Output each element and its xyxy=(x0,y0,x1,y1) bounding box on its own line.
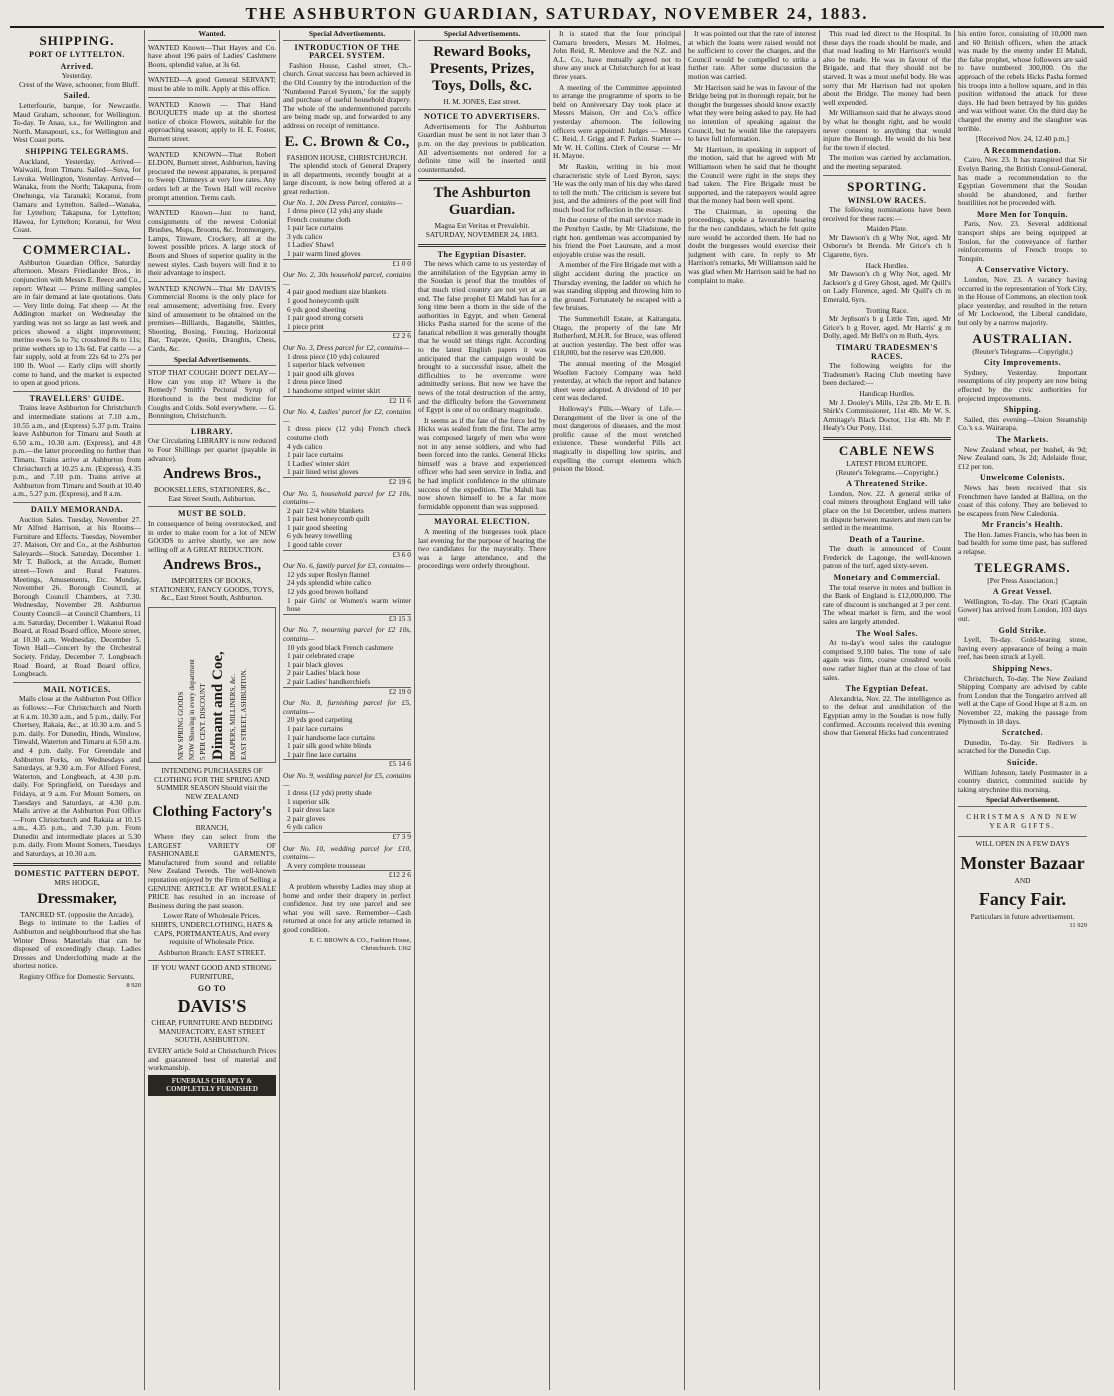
library-heading: LIBRARY. xyxy=(191,426,233,436)
ad-number: 11 929 xyxy=(1069,921,1087,929)
parcel-item: 1 pair lace curtains xyxy=(287,723,344,733)
registry-line: Registry Office for Domestic Servants. xyxy=(19,972,135,981)
mrs-hodge: MRS HODGE, xyxy=(54,878,100,888)
victory-heading: A Conservative Victory. xyxy=(976,265,1069,275)
parcel-item: A very complete trousseau xyxy=(287,860,366,870)
column-1 xyxy=(10,30,145,1390)
yesterday-label: Yesterday. xyxy=(61,71,93,81)
received-note: [Received Nov. 24, 12.40 p.m.] xyxy=(976,134,1069,144)
parcel-total: £3 6 0 xyxy=(283,550,411,560)
scratched-heading: Scratched. xyxy=(1001,728,1044,738)
divider xyxy=(148,506,276,507)
parcel-total: £3 15 3 xyxy=(283,614,411,624)
cough-ad: STOP THAT COUGH! DON'T DELAY—How can you stop it? Where is the Remedy? Smith's Pectoral Syrup of Horehound is the best medicine for Coughs and Colds. Sold everywhere. — G. Bonnington, Christchurch. xyxy=(148,368,276,421)
francis-heading: Mr Francis's Health. xyxy=(981,520,1064,530)
parcel-item: 6 yds calico xyxy=(287,822,323,832)
sporting-heading: SPORTING. xyxy=(847,178,927,194)
parcel-title: Our No. 7, mourning parcel for £2 10s, contains— xyxy=(283,625,411,643)
parcel-total: £12 2 6 xyxy=(283,870,411,880)
column-5 xyxy=(550,30,685,1390)
parcel-item: 1 dress (12 yds) pretty shade xyxy=(287,788,372,798)
parcel-item: 1 Ladies' Shawl xyxy=(287,240,334,250)
parcel-item: French costume cloth xyxy=(287,214,351,224)
parcel-item: 1 pair dress lace xyxy=(287,805,335,815)
notice-heading: NOTICE TO ADVERTISERS. xyxy=(423,112,540,122)
parcel-item: 6 yds heavy towelling xyxy=(287,531,353,541)
guardian-masthead: The Ashburton Guardian. xyxy=(433,185,531,219)
divider xyxy=(148,205,276,206)
parcel-item: 1 pair Girls' or Women's warm winter hose xyxy=(287,595,411,614)
scratched-text: Dunedin, To-day. Sir Redivers is scratched for the Dunedin Cup. xyxy=(958,737,1087,756)
intending-text: INTENDING PURCHASERS OF CLOTHING FOR THE SPRING AND SUMMER SEASON Should visit the NEW ZEALAND xyxy=(154,766,270,801)
parcel-block xyxy=(283,845,411,880)
shipping-news-heading: Shipping News. xyxy=(992,664,1053,673)
parcel-item: 1 pair lace curtains xyxy=(287,223,344,233)
parcel-title: Our No. 3, Dress parcel for £2, contains— xyxy=(283,343,409,352)
parcel-item: 1 pair celebrated crape xyxy=(287,651,355,661)
maiden-list: Mr Dawson's ch g Why Not, aged. Mr Osborne's bt Brenda. Mr Grice's ch h Cigarette, 6yrs. xyxy=(823,232,951,260)
parcel-total: £2 19 6 xyxy=(283,477,411,487)
must-be-sold-text: In consequence of being overstocked, and in order to make room for a lot of NEW GOODS to arrive shortly, we are now selling off at A GREAT REDUCTION. xyxy=(148,518,276,554)
spring-goods-vertical-ad xyxy=(148,607,276,763)
arrived-heading: Arrived. xyxy=(60,61,94,71)
news-paragraph: his entire force, consisting of 10,000 men and 60 British officers, when the attack was made by the enemy under El Mahdi, the false prophet, whose followers are said to have numbered 300,000. On the approach of the rebels Hicks Pasha formed his troops into a hollow square, and in this position withstood the attack for three days. He had been betrayed by his guides and was without water. On the third day he charged the enemy and the slaughter was terrible. xyxy=(958,30,1087,133)
parcel-total: £2 19 0 xyxy=(283,687,411,697)
divider xyxy=(148,960,276,961)
parcel-item: 1 pair fine lace curtains xyxy=(287,749,357,759)
winslow-text: The following nominations have been received for these races:— xyxy=(823,205,951,223)
ec-brown-signature: E. C. BROWN & CO., Fashion House, Christchurch. 1362 xyxy=(309,936,411,953)
wanted-ad: WANTED KNOWN—That Mr DAVIS'S Commercial Rooms is the only place for real amusement; advertising free. Every kind of amusement to be obtained on the premises—Billiards, Bagatelle, Skittles, Shooting, Boxing, Fencing, Horizontal Bar, Trapeze, Quoits, Draughts, Chess, Cards, &c. xyxy=(148,283,276,353)
parcel-item: 2 pair Ladies' black hose xyxy=(287,668,361,678)
vertical-text: DRAPERS, MILLINERS, &c. xyxy=(228,673,237,761)
vessel-text: Wellington, To-day. The Orari (Captain Gower) has arrived from London, 103 days out. xyxy=(958,596,1087,624)
particulars-text: Particulars in future advertisement. xyxy=(970,912,1075,922)
memoranda-heading: DAILY MEMORANDA. xyxy=(30,504,124,514)
vertical-text: NEW SPRING GOODS xyxy=(176,691,185,761)
andrews-bros-title: Andrews Bros., xyxy=(162,466,262,483)
vertical-title: Dimant and Coe, xyxy=(209,651,226,761)
divider xyxy=(13,391,141,392)
jones-signature: H. M. JONES, East street. xyxy=(443,96,521,106)
davis-text: CHEAP, FURNITURE AND BEDDING MANUFACTORY, EAST STREET SOUTH, ASHBURTON. xyxy=(151,1018,273,1045)
clothing-factory-title: Clothing Factory's xyxy=(152,804,272,821)
funerals-banner: FUNERALS CHEAPLY & COMPLETELY FURNISHED xyxy=(148,1075,276,1096)
parcel-title: Our No. 1, 20s Dress Parcel, contains— xyxy=(283,197,403,207)
wanted-header: Wanted. xyxy=(148,30,276,41)
parcel-item: 2 pair gloves xyxy=(287,813,326,823)
handicap-heading: Handicap Hurdles. xyxy=(859,388,915,398)
parcel-item: 1 pair silk good white blinds xyxy=(287,741,372,751)
trot-heading: Trotting Race. xyxy=(865,305,909,315)
divider xyxy=(148,424,276,425)
divider xyxy=(958,836,1087,837)
parcel-item: 1 handsome striped winter skirt xyxy=(287,385,381,395)
markets-heading: The Markets. xyxy=(996,434,1049,444)
australian-heading: AUSTRALIAN. xyxy=(972,330,1073,346)
francis-text: The Hon. James Francis, who has been in bad health for some time past, has suffered a relapse. xyxy=(958,529,1087,557)
parcel-item: 1 pair lace curtains xyxy=(287,450,344,460)
news-paragraph: Holloway's Pills.—Weary of Life.—Derangement of the liver is one of the most dangerous of diseases, and the most prolific cause of the most wretched existence. These wonderful Pills act magically in dispelling low spirits, and expelling the corrupt elements which poison the blood. xyxy=(553,403,681,474)
news-paragraph: Mr Raskin, writing in his most characteristic style of Lord Byron, says: 'He was the only man of his day who dared to tell the truth.' The criticism is severe but just, and the admirers of the poet will find much food for reflection in the essay. xyxy=(553,161,681,214)
recommend-heading: A Recommendation. xyxy=(983,145,1062,155)
divider xyxy=(418,514,546,515)
news-paragraph: Mr Harrison said he was in favour of the Bridge being put in thorough repair, but he thought the burgesses should know exactly what they were being asked to pay. He had no intention of speaking against the Council, but he would like the ratepayers to have full information. xyxy=(688,82,816,144)
parcel-item: 1 piece print xyxy=(287,321,324,331)
parcel-total: £7 3 9 xyxy=(283,832,411,842)
more-men-heading: More Men for Tonquin. xyxy=(976,209,1069,219)
tradesmen-heading: TIMARU TRADESMEN'S RACES. xyxy=(836,343,938,361)
divider xyxy=(148,72,276,73)
parcel-item: 1 dress piece (10 yds) coloured xyxy=(287,351,380,361)
egypt-text: The news which came to us yesterday of the annihilation of the Egyptian army in the Soudan is proof that the troubles of that much tried country are not yet at an end. The false prophet El Mahdi has for a long time been a thorn in the side of the authorities in Egypt, and when General Hicks Pasha started for the scene of the fanatical rebellion it was generally thought that he would set things right. According to the latest English papers it was anticipated that the campaign would be brought to a successful issue, albeit the difficulties to be overcome were admittedly serious. But now we have the news of the total destruction of the army, and the difficulty before the Government of Egypt is one of no ordinary magnitude. xyxy=(418,259,546,415)
library-text: Our Circulating LIBRARY is now reduced to Four Shillings per quarter (payable in advance). xyxy=(148,436,276,463)
go-to: GO TO xyxy=(197,983,227,993)
parcel-title: Our No. 10, wedding parcel for £10, contains— xyxy=(283,843,411,862)
wanted-ad: WANTED—A good General SERVANT; must be able to milk. Apply at this office. xyxy=(148,75,276,93)
travellers-heading: TRAVELLERS' GUIDE. xyxy=(29,393,125,403)
parcel-block xyxy=(283,562,411,623)
parcel-title: Our No. 9, wedding parcel for £5, contains— xyxy=(283,770,411,789)
clothing-text: Where they can select from the LARGEST VARIETY OF FASHIONABLE GARMENTS, Manufactured from sound and reliable New Zealand Tweeds. The well-known reputation enjoyed by the Firm of Selling a GENUINE ARTICLE AT WHOLESALE PRICE has resulted in an increase of Business during the past season. xyxy=(148,832,276,910)
commercial-text: Ashburton Guardian Office, Saturday afternoon. Messrs Friedlander Bros., in conjunction with Messrs E. Reece and Co., report: Wheat — Prime milling samples are in fair demand at late quotations. Oats — Very little doing. Fat sheep — At the Addington market on Wednesday the yarding was not so large as last week and prices showed a slight improvement; merino ewes 5s to 7s; crossbred 8s to 11s; prime wethers up to 13s 6d. Fat cattle — a fair supply, sold at from 22s 6d to 27s per 100 lb. Wool — Early clips will shortly come to hand, and the market is expected to open at good prices. xyxy=(13,257,141,388)
monetary-heading: Monetary and Commercial. xyxy=(833,573,941,583)
must-be-sold: MUST BE SOLD. xyxy=(178,509,246,519)
news-paragraph: A member of the Fire Brigade met with a slight accident during the practice on Thursday evening, the ladder on which he was standing slipping and throwing him to the ground. Fortunately he escaped with a few bruises. xyxy=(553,260,681,313)
parcel-item: 1 superior black velveteen xyxy=(287,360,365,370)
defeat-text: Alexandria, Nov. 22. The intelligence as to the defeat and annihilation of the Egyptian army in the Soudan is now fully confirmed. Accounts received this evening show that General Hicks had concentrated xyxy=(823,693,951,738)
column-3 xyxy=(280,30,415,1390)
fancy-fair-title: Fancy Fair. xyxy=(978,889,1067,910)
special-ads-header: Special Advertisements. xyxy=(148,356,276,367)
branch-label: BRANCH, xyxy=(195,823,229,833)
divider xyxy=(823,175,951,176)
will-open: WILL OPEN IN A FEW DAYS xyxy=(975,839,1070,849)
wool-heading: The Wool Sales. xyxy=(856,628,918,638)
mail-text: Mails close at the Ashburton Post Office as follows:—For Christchurch and North at 6 a.m. 10.30 a.m., and 5 p.m., daily. For Chertsey, Rakaia, &c., at 10.30 a.m. and 5 p.m. daily. For Dunedin, Hinds, Winslow, Tinwald, Waterton and Timaru at 6.50 a.m. and 4 p.m. daily. For Greendale and Ashburton Forks, on Wednesdays and Saturdays, at 9.30 a.m. For Alford Forest, Waterton, and Longbeach, at 4.30 p.m. daily. For Springfield, on Tuesdays and Fridays, at 9 a.m. For Mount Somers, on Tuesdays and Saturdays, at 4.30 p.m. Mails arrive at the Ashburton Post Office—From Christchurch and Rakaia at 10.15 a.m., 4.35 p.m., and 7.30 p.m. From Dunedin and intermediate places at 5.30 p.m. daily. From Mount Somers, Tuesdays and Saturdays, at 10.30 a.m. xyxy=(13,694,141,859)
hack-list: Mr Dawson's ch g Why Not, aged. Mr Jackson's g d Grey Ghost, aged. Mr Quill's on Lady Florence, aged. Mr Quill's ch m Emerald, 6yrs. xyxy=(823,269,951,305)
sailed-heading: Sailed. xyxy=(63,91,91,101)
parcel-item: 10 yds good black French cashmere xyxy=(287,642,394,652)
parcel-item: 1 dress piece (12 yds) any shade xyxy=(287,206,383,216)
telegrams-text: Auckland, Yesterday. Arrived—Waiwaiti, from Timaru. Sailed—Suva, for Levuka. Wellington, Yesterday. Arrived—Wanaka, from the North; Takapuna, from Onehunga, via Taranaki; Koranui, from Oamaru and Lyttelton. Sailed—Wanaka, for Lyttelton; Takapuna, for Lyttelton; Hawea, for Lyttelton; Koranui, for West Coast. xyxy=(13,156,141,235)
news-paragraph: It is stated that the four principal Oamaru breeders, Messrs M. Holmes, John Reid, R. Menlove and the N.Z. and A.L. Co., have mutually agreed not to show any stock at Christchurch for at least three years. xyxy=(553,30,681,81)
notice-text: Advertisements for The Ashburton Guardian must be sent in not later than 3 p.m. on the day previous to publication. All advertisements not ordered for a definite time will be inserted until countermanded. xyxy=(418,121,546,174)
vertical-text: 5 PER CENT. DISCOUNT xyxy=(198,683,207,761)
parcel-block xyxy=(283,699,411,769)
city-text: Sydney, Yesterday. Important resumptions of city property are now being effected by the civic authorities for projected improvements. xyxy=(958,367,1087,403)
parcel-block xyxy=(283,344,411,405)
parcel-item: 1 pair good silk gloves xyxy=(287,368,355,378)
vertical-text: NOW Showing in every department xyxy=(187,659,196,761)
divider xyxy=(13,863,141,866)
parcel-system-heading: INTRODUCTION OF THE PARCEL SYSTEM. xyxy=(294,42,400,61)
vertical-text: EAST STREET, ASHBURTON. xyxy=(239,668,248,761)
news-paragraph: In due course of the mail service made in the Penrhyn Castle, by Mr Gladstone, the right hon. gentleman was accompanied by his friend the Poet Laureate, and a most enjoyable cruise was the result. xyxy=(553,215,681,259)
parcel-item: 20 yds good carpeting xyxy=(287,715,353,725)
strike-heading: A Threatened Strike. xyxy=(846,479,928,489)
mail-heading: MAIL NOTICES. xyxy=(43,684,111,694)
parcel-item: 1 pair good sheeting xyxy=(287,522,348,532)
news-paragraph: It was pointed out that the rate of interest at which the loans were raised would not be sufficient to cover the charges, and the Council would be compelled to strike a further rate. After some discussion the motion was carried. xyxy=(688,30,816,81)
news-paragraph: The Summerhill Estate, at Kaitangata, Otago, the property of the late Mr Rutherford, M.H.R. for Bruce, was offered at auction yesterday. The best offer was £18,000, but the reserve was £20,000. xyxy=(553,314,681,358)
shipping-heading: SHIPPING. xyxy=(39,33,115,48)
lower-rate: Lower Rate of Wholesale Prices. xyxy=(163,911,261,921)
vessel-heading: A Great Vessel. xyxy=(992,587,1053,597)
strike-text: London, Nov. 22. A general strike of coal miners throughout England will take place on the 1st December, unless matters in dispute between masters and men can be settled in the meantime. xyxy=(823,488,951,533)
masthead: THE ASHBURTON GUARDIAN, SATURDAY, NOVEMBER 24, 1883. xyxy=(10,4,1104,28)
parcel-block xyxy=(283,271,411,341)
parcel-item: 1 pair black gloves xyxy=(287,659,344,669)
furniture-heading: IF YOU WANT GOOD AND STRONG FURNITURE, xyxy=(152,963,272,981)
unwelcome-text: News has been received that six Frenchmen have landed at Ballina, on the coast of this colony. They are believed to be escapees from New Caledonia. xyxy=(958,482,1087,518)
divider xyxy=(13,238,141,239)
parcel-system-text: Fashion House, Cashel street, Ch.-church. Great success has been achieved in the Old Country by the introduction of the 'Numbered Parcel System,' for the supply and purchase of useful household drapery. The whole of the undermentioned parcels are being made up, and forwarded to any address on receipt of remittance. xyxy=(283,60,411,130)
parcel-item: 12 yds super Roslyn flannel xyxy=(287,569,370,579)
dressmaker-address: TANCRED ST. (opposite the Arcade), xyxy=(20,909,134,919)
parcel-title: Our No. 6, family parcel for £3, contains— xyxy=(283,561,411,571)
parcel-item: 24 yds splendid white calico xyxy=(287,578,372,588)
ec-brown-text: The splendid stock of General Drapery in all departments, recently bought at a large discount, is now being offered at a great reduction. xyxy=(283,161,411,196)
guardian-motto: Magna Est Veritas et Prevalebit. xyxy=(434,221,530,231)
parcel-item: 6 yds good sheeting xyxy=(287,304,346,314)
city-heading: City Improvements. xyxy=(983,358,1062,368)
parcel-item: 1 pair lined wrist gloves xyxy=(287,467,359,477)
column-2 xyxy=(145,30,280,1390)
recommend-text: Cairo, Nov. 23. It has transpired that Sir Evelyn Baring, the British Consul-General, has made a recommendation to the Egyptian Government that the Soudan should be abandoned, and further hostilities not be proceeded with. xyxy=(958,155,1087,208)
wanted-ad: WANTED Known—Just to hand, consignments of the newest Colonial Brushes, Mops, Brooms, &c. Ironmongery, Lamps, Tinware, Crockery, all at the lowest possible prices. A large stock of Boots and Shoes of superior quality in the newest styles. Cash buyers will find it to their advantage to inspect. xyxy=(148,208,276,278)
parcel-item: 1 good table cover xyxy=(287,540,342,550)
parcel-item: 1 dress piece lined xyxy=(287,377,342,387)
dressmaker-title: Dressmaker, xyxy=(37,890,117,907)
parcel-item: 1 superior silk xyxy=(287,796,330,806)
mayoral-text: A meeting of the burgesses took place last evening for the purpose of hearing the two candidates for the mayoralty. There was a large attendance, and the proceedings were orderly throughout. xyxy=(418,526,546,571)
telegrams-heading: TELEGRAMS. xyxy=(974,559,1071,575)
cable-note: (Reuter's Telegrams.—Copyright.) xyxy=(835,467,939,477)
divider xyxy=(148,147,276,148)
divider xyxy=(148,97,276,98)
parcel-total: £1 0 0 xyxy=(283,259,411,269)
death-text: The death is announced of Count Frederick de Lagonge, the well-known patron of the turf, aged sixty-seven. xyxy=(823,544,951,571)
and-label: AND xyxy=(1014,875,1031,885)
guardian-date: SATURDAY, NOVEMBER 24, 1883. xyxy=(425,229,539,239)
commercial-heading: COMMERCIAL. xyxy=(22,241,132,257)
defeat-heading: The Egyptian Defeat. xyxy=(845,684,929,694)
ad-number: 8 920 xyxy=(126,981,141,989)
parcel-item: 1 pair good strong corsets xyxy=(287,313,364,323)
divider xyxy=(13,682,141,683)
parcel-total: £2 11 6 xyxy=(283,396,411,406)
parcel-item: 1 pair handsome lace curtains xyxy=(287,732,375,742)
sailed-text: Letterfourie, barque, for Newcastle. Maud Graham, schooner, for Wellington. To-day. Te Anau, s.s., for Wellington and North. Manapouri, s.s., for Wellington and West Coast ports. xyxy=(13,100,141,145)
mayoral-heading: MAYORAL ELECTION. xyxy=(434,517,530,527)
news-paragraph: Mr Harrison, in speaking in support of the motion, said that he agreed with Mr Williamson when he said that he thought the Council were right in the steps they had taken. The Fire Brigade must be supported, and the ratepayers would agree that the money had been well spent. xyxy=(688,144,816,206)
handicap-list: Mr J. Dooley's Mills, 12st 2lb. Mr E. B. Shirk's Commissioner, 11st 4lb. Mr W. S. Armitage's Black Doctor, 11st 4lb. Mr P. Healy's Our Pony, 11st. xyxy=(823,397,951,433)
divider xyxy=(13,502,141,503)
markets-text: New Zealand wheat, per bushel, 4s 9d; New Zealand oats, 3s 2d; Adelaide flour, £12 per ton. xyxy=(958,444,1087,471)
aus-note: (Reuter's Telegrams—Copyright.) xyxy=(972,346,1073,356)
parcel-footer-text: A problem whereby Ladies may shop at home and order their drapery in perfect confidence. Just try one parcel and see what you will save. Remember—Cash returned at once for any article returned in good condition. xyxy=(283,882,411,934)
gold-text: Lyell, To-day. Gold-bearing stone, having every appearance of being a main reef, has been struck at Lyell. xyxy=(958,635,1087,662)
divider xyxy=(418,178,546,181)
parcel-block xyxy=(283,490,411,560)
telegrams-heading: SHIPPING TELEGRAMS. xyxy=(25,146,129,156)
parcel-item: 3 yds calico xyxy=(287,231,323,241)
andrews-bros-title-2: Andrews Bros., xyxy=(162,557,262,574)
ec-brown-title: E. C. Brown & Co., xyxy=(284,133,410,150)
parcel-item: 12 yds good brown holland xyxy=(287,587,368,597)
winslow-heading: WINSLOW RACES. xyxy=(847,195,927,205)
wanted-ad: WANTED Known — That Hand BOUQUETS made up at the shortest notice of choice Flowers, suitable for the approaching season; apply to H. E. Foster, Burnett street. xyxy=(148,99,276,143)
maiden-heading: Maiden Plate. xyxy=(866,224,908,234)
shipping-news-text: Christchurch, To-day. The New Zealand Shipping Company are advised by cable from London that the Tongariro arrived all well at the Cape of Good Hope at 8 a.m. on November 22, making the passage from Plymouth in 18 days. xyxy=(958,673,1087,726)
columns xyxy=(10,30,1104,1390)
hack-heading: Hack Hurdles. xyxy=(865,260,909,270)
death-heading: Death of a Taurine. xyxy=(849,534,925,544)
parcel-block xyxy=(283,199,411,269)
dressmaker-text: Begs to intimate to the Ladies of Ashburton and neighbourhood that she has Winter Dress Materials that can be disposed of exceedingly cheap. Ladies Dresses and Underclothing made at the shortest notice. xyxy=(13,918,141,971)
parcel-title: Our No. 8, furnishing parcel for £5, contains— xyxy=(283,698,411,716)
ec-brown-sub: FASHION HOUSE, CHRISTCHURCH. xyxy=(286,152,408,162)
wanted-ad: WANTED Known—That Hayes and Co. have about 196 pairs of Ladies' Cashmere Boots, splendid value, at 3s 6d. xyxy=(148,42,276,69)
parcel-item: 4 yds calico xyxy=(287,441,323,451)
shipping-text: Sailed, this evening—Union Steamship Co.'s s.s. Wairarapa. xyxy=(958,414,1087,433)
port-heading: PORT OF LYTTELTON. xyxy=(29,50,125,59)
andrews-bros-sub-2: IMPORTERS OF BOOKS, STATIONERY, FANCY GOODS, TOYS, &c., East Street South, Ashburton. xyxy=(150,576,274,603)
news-paragraph: A meeting of the Committee appointed to arrange the programme of sports to be held on Anniversary Day took place at Messrs Maison, Orr and Co.'s office yesterday afternoon. The following officers were appointed: Judges — Messrs C. Reid, J. Grigg and F. Parkin. Starter — Mr W. H. Collins. Clerk of Course — Mr H. Mayne. xyxy=(553,82,681,161)
trot-list: Mr Jephson's b g Little Tim, aged. Mr Grice's b g Rover, aged. Mr Harris' g m Dolly, aged. Mr Bell's on m Ruth, 4yrs. xyxy=(823,314,951,341)
special-ad-header: Special Advertisement. xyxy=(958,796,1087,807)
parcel-block xyxy=(283,408,411,486)
parcel-item: 1 good honeycomb quilt xyxy=(287,296,360,306)
parcel-item: 1 Ladies' winter skirt xyxy=(287,458,350,468)
more-men-text: Paris, Nov. 23. Several additional transport ships are being equipped at Toulon, for the conveyance of further reinforcements of French troops to Tonquin. xyxy=(958,219,1087,263)
parcel-total: £5 14 6 xyxy=(283,759,411,769)
egypt-text: It seems as if the fate of the force led by Hicks was sealed from the first. The army was composed largely of men who were not in any sense soldiers, and who had been forced into the ranks. General Hicks himself was a brave and experienced officer who had seen service in India, and he had implicit confidence in the ultimate success of the expedition. The Mahdi has now shown himself to be a far more formidable opponent than was supposed. xyxy=(418,415,546,511)
column-8 xyxy=(955,30,1090,1390)
divider xyxy=(418,244,546,247)
tradesmen-text: The following weights for the Tradesmen's Racing Club meeting have been declared:— xyxy=(823,361,951,388)
divider xyxy=(823,437,951,440)
news-paragraph: The motion was carried by acclamation, and the meeting separated. xyxy=(823,153,951,171)
parcel-item: 4 pair good medium size blankets xyxy=(287,287,387,297)
andrews-bros-sub: BOOKSELLERS, STATIONERS, &c., East Street South, Ashburton. xyxy=(153,485,271,503)
domestic-heading: DOMESTIC PATTERN DEPOT. xyxy=(14,868,140,878)
parcel-title: Our No. 5, household parcel for £2 10s, contains— xyxy=(283,488,411,507)
davis-title: DAVIS'S xyxy=(177,996,247,1017)
news-paragraph: The Chairman, in opening the proceedings, spoke a favourable hearing for the two candidates, which he felt quite sure would be accorded them. He had no doubt the burgesses would exercise their judgment with care. In reply to Mr Harrison's remarks, Mr Williamson said he was glad when Mr Harrison said he had no complaint to make. xyxy=(688,206,816,285)
parcel-title: Our No. 4, Ladies' parcel for £2, contains— xyxy=(283,407,411,425)
monetary-text: The total reserve in notes and bullion in the Bank of England is £12,000,000. The rate of discount is unchanged at 3 per cent. The wheat market is firm, and the wool sales are largely attended. xyxy=(823,582,951,627)
parcel-item: 2 pair Ladies' handkerchiefs xyxy=(287,676,371,686)
column-4 xyxy=(415,30,550,1390)
travellers-text: Trains leave Ashburton for Christchurch and intermediate stations at 7.10 a.m., 10.55 a.m., and (Express) 5.37 p.m. Trains leave Ashburton for Timaru and South at 6.50 a.m., 10.30 a.m. (Express), and 4.8 p.m.—the latter proceeding no further than Timaru. Trains arrive at Ashburton from Christchurch at 10.25 a.m. (Express), 4.35 p.m., and 7.10 p.m. Trains arrive at Ashburton from Timaru and South at 10.40 a.m., 5.27 p.m. (Express), and 8 a.m. xyxy=(13,403,141,499)
special-ads-header: Special Advertisements. xyxy=(283,30,411,41)
parcel-block xyxy=(283,772,411,842)
news-paragraph: This road led direct to the Hospital. In these days the roads should be made, and that road leading to Mr Harrison's would also be made. He was in favour of the Brigade, and that they should not be starved. It was a most useful body. He was sorry that Mr Harrison had not spoken about the Bridge. The money had been well expended. xyxy=(823,30,951,107)
parcel-total: £2 2 6 xyxy=(283,331,411,341)
news-paragraph: Mr Williamson said that he always stood by what he thought right, and he would never consent to anything that would injure the Borough. He would do his best for the town if elected. xyxy=(823,108,951,152)
column-6 xyxy=(685,30,820,1390)
suicide-heading: Suicide. xyxy=(1007,757,1038,767)
wool-text: At to-day's wool sales the catalogue comprised 9,100 bales. The tone of sale again was firm, coarse crossbred wools now rather higher than at the close of last sales. xyxy=(823,638,951,682)
parcel-item: 1 pair warm lined gloves xyxy=(287,249,361,259)
shirts-text: SHIRTS, UNDERCLOTHING, HATS & CAPS, PORTMANTEAUS, And every requisite of Wholesale Price. xyxy=(151,919,273,947)
suicide-text: William Johnson, lately Postmaster in a country district, committed suicide by taking strychnine this morning. xyxy=(958,767,1087,794)
parcel-list xyxy=(283,199,411,881)
reward-books-title: Reward Books, Presents, Prizes, Toys, Dolls, &c. xyxy=(429,43,535,94)
egypt-heading: The Egyptian Disaster. xyxy=(437,249,527,259)
parcel-block xyxy=(283,626,411,696)
telegrams-note: [Per Press Association.] xyxy=(987,575,1058,585)
news-paragraph: The annual meeting of the Mosgiel Woollen Factory Company was held yesterday, at which the report and balance sheet were adopted. A dividend of 10 per cent was declared. xyxy=(553,358,681,403)
europe-subheading: LATEST FROM EUROPE. xyxy=(846,458,928,468)
parcel-item: 1 dress piece (12 yds) French check costume cloth xyxy=(287,424,411,442)
arrived-text: Crest of the Wave, schooner, from Bluff. xyxy=(19,79,140,89)
memoranda-text: Auction Sales. Tuesday, November 27. Mr Alfred Harrison, at his Rooms—Furniture and Effects. Tuesday, November 27. Maison, Orr and Co., at the Ashburton Saleyards—Stock. Saturday, December 1. Mr T. Bullock, at the Arcade, Burnett street—Town and Rural Features. Meetings, Amusements, Etc. Monday, November 26. Borough Council, at Borough Council Chambers, at 7.30. Wednesday, November 28. Ashburton County Council—at Council Chambers, 11 a.m. Saturday, December 1. Wakanui Road Board, at Road Board office, Moore street, at 10.30 a.m. Wednesday, December 5. Town Hall—Concert by the Orchestral Society. Friday, December 7. Longbeach Road Board, at Road Board office, Longbeach. xyxy=(13,514,141,679)
column-7 xyxy=(820,30,955,1390)
unwelcome-heading: Unwelcome Colonists. xyxy=(979,473,1066,483)
parcel-title: Our No. 2, 30s household parcel, contains— xyxy=(283,270,411,288)
every-article-text: EVERY article Sold at Christchurch Prices and guaranteed best of material and workmanship. xyxy=(148,1045,276,1073)
branch-address: Ashburton Branch: EAST STREET. xyxy=(158,947,266,957)
parcel-item: 1 pair best honeycomb quilt xyxy=(287,514,370,524)
victory-text: London, Nov. 23. A vacancy having occurred in the representation of York City, in the House of Commons, an election took place yesterday, and resulted in the return of Mr Lockwood, the Liberal candidate, but only by a narrow majority. xyxy=(958,275,1087,327)
parcel-item: 2 pair 12/4 white blankets xyxy=(287,505,364,515)
divider xyxy=(418,109,546,110)
cable-news-heading: CABLE NEWS xyxy=(838,442,936,458)
gold-heading: Gold Strike. xyxy=(998,625,1047,635)
divider xyxy=(148,281,276,282)
monster-bazaar-title: Monster Bazaar xyxy=(960,852,1085,873)
shipping-heading: Shipping. xyxy=(1003,405,1042,415)
christmas-line: CHRISTMAS AND NEW YEAR GIFTS. xyxy=(966,811,1079,830)
special-ads-header: Special Advertisements. xyxy=(418,30,546,41)
wanted-ad: WANTED KNOWN—That Robert ELDON, Burnett street, Ashburton, having procured the newest apparatus, is prepared to Sweep Chimneys at very low rates. Any orders left at the Town Hall will receive prompt attention. Terms cash. xyxy=(148,149,276,202)
